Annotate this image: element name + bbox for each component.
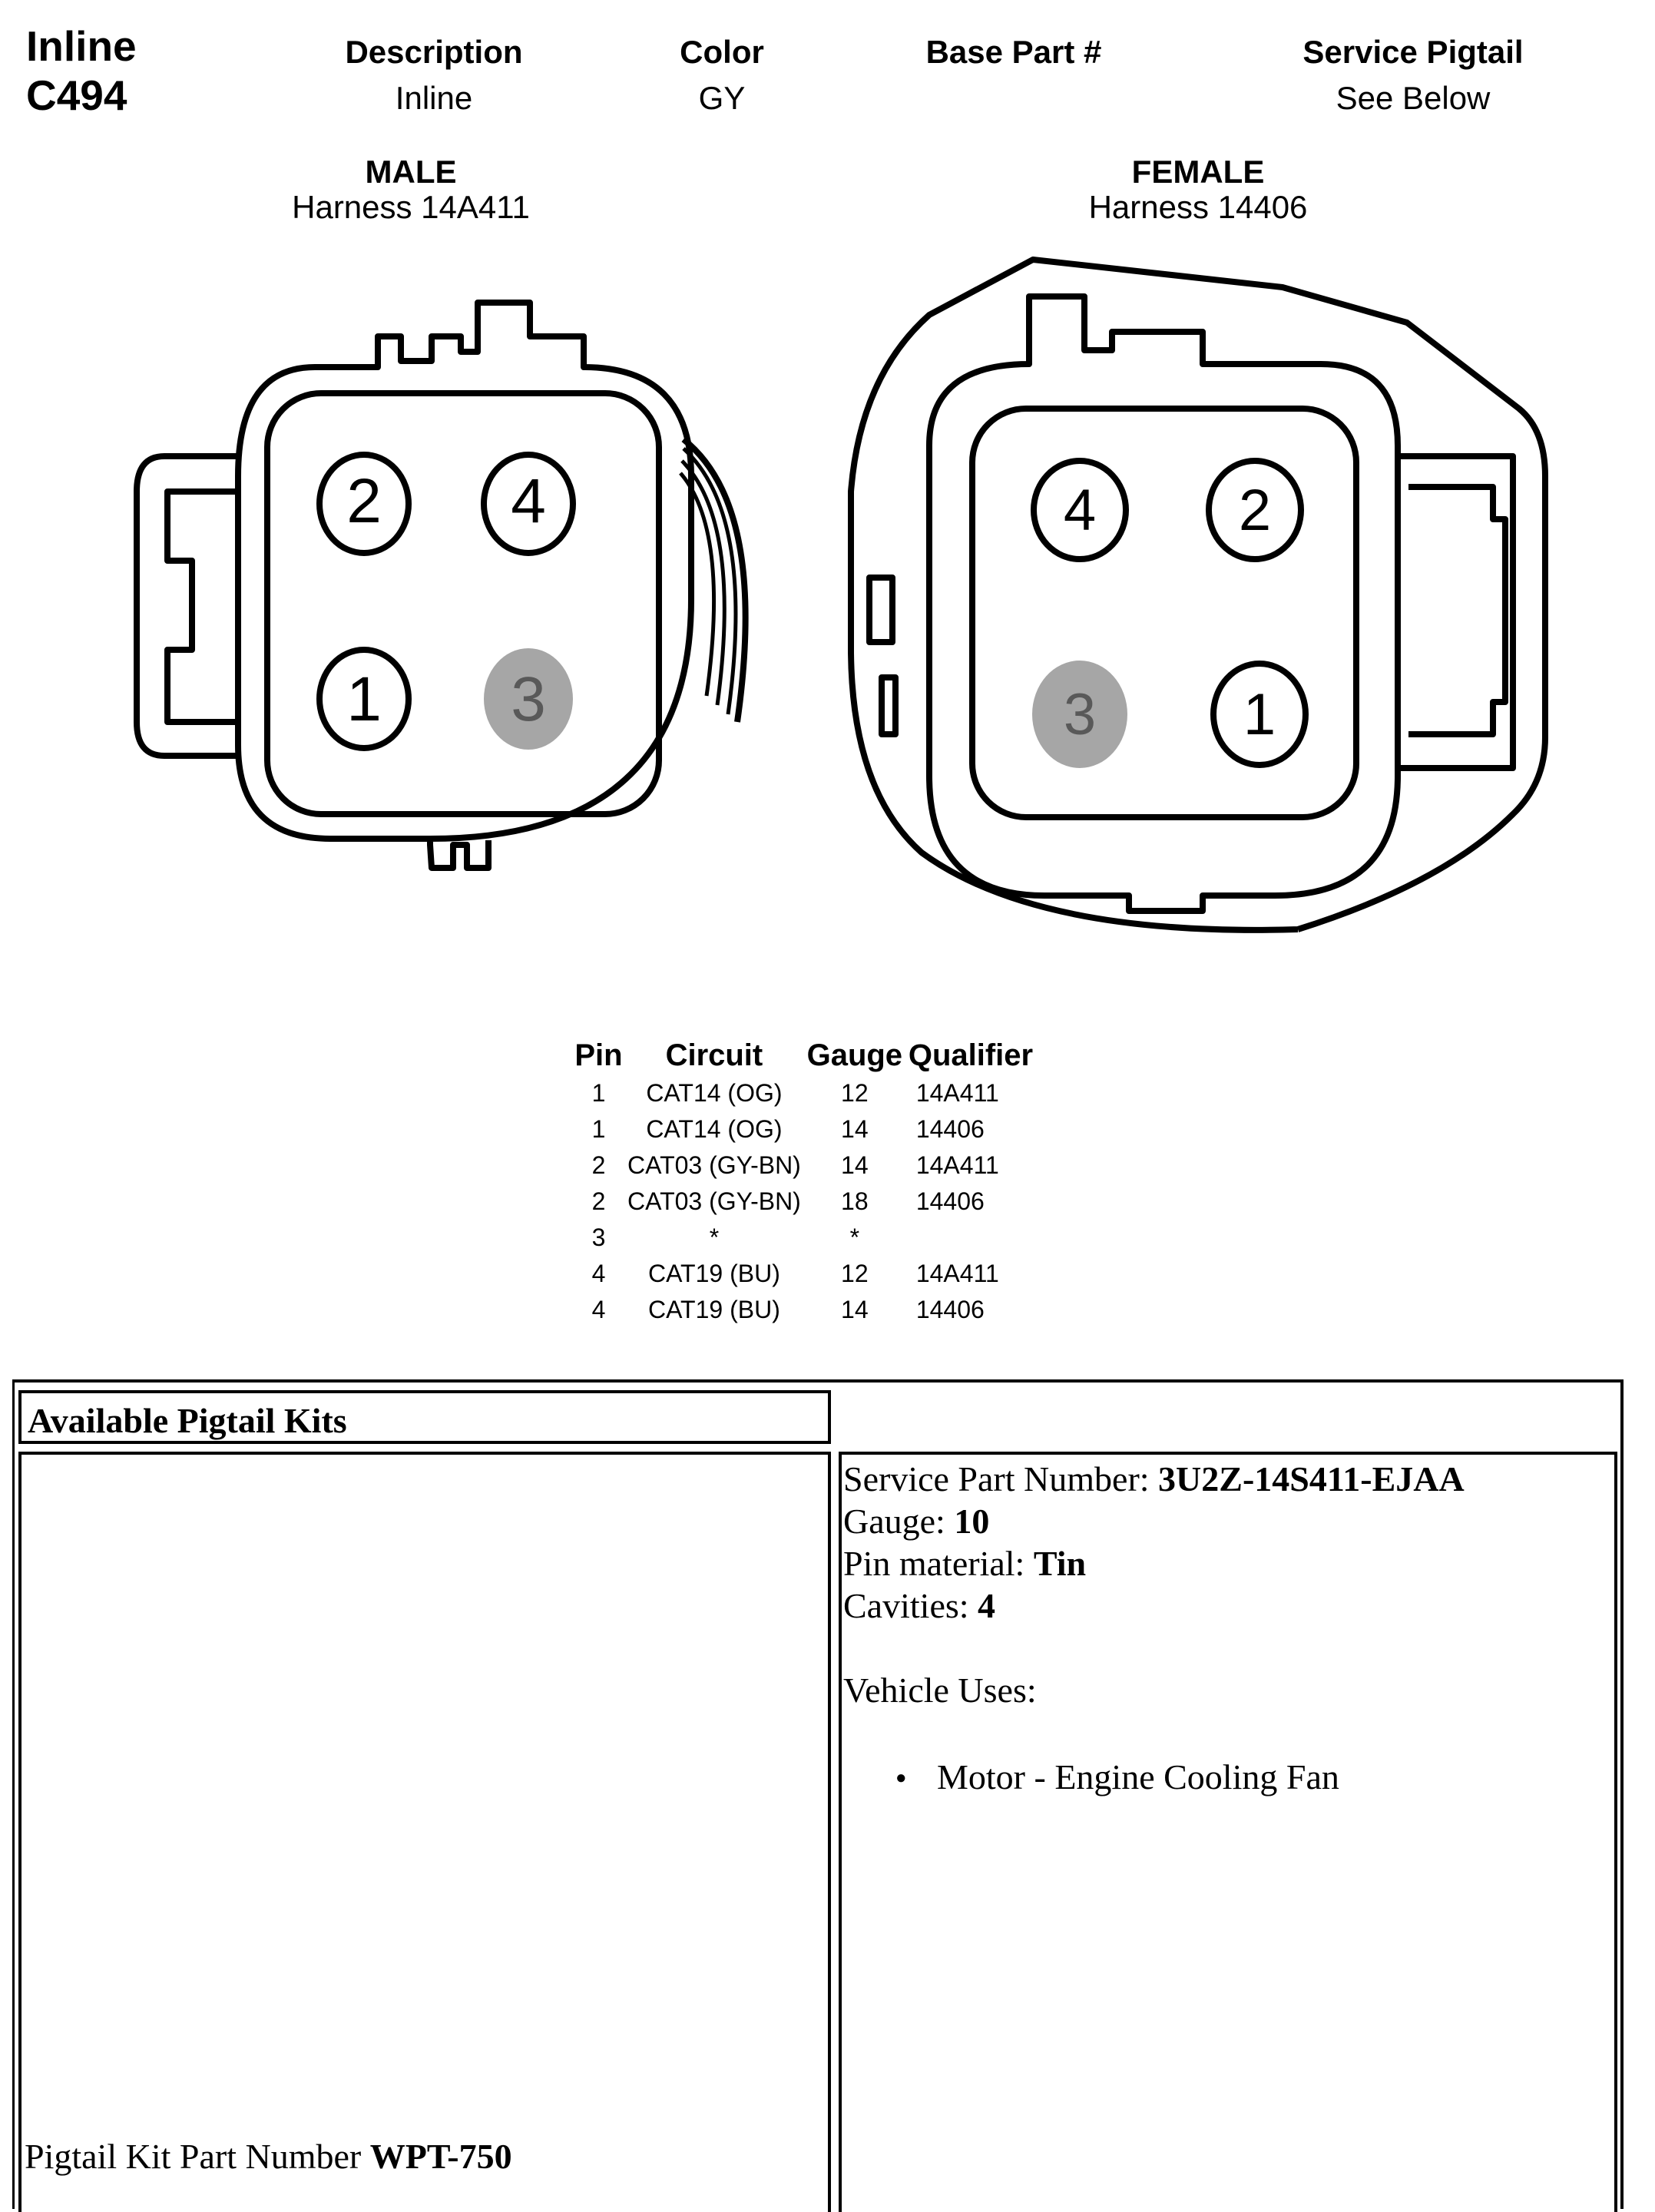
- title-line-1: Inline: [26, 22, 137, 70]
- male-label: MALE: [365, 154, 457, 190]
- table-row: [570, 1220, 1054, 1256]
- pin-table: [570, 1035, 1054, 1328]
- qualifier-cell: 14406: [915, 1187, 985, 1215]
- female-pin-3-label: 3: [1063, 682, 1097, 747]
- gauge-cell: 14: [841, 1151, 869, 1179]
- female-slot-2: [882, 677, 895, 734]
- pin-cell: 4: [591, 1296, 606, 1323]
- kit-part-value: WPT-750: [369, 2137, 512, 2176]
- pin-cell: 4: [591, 1260, 606, 1287]
- female-pin-1-label: 1: [1243, 682, 1276, 747]
- gauge-cell: 14: [841, 1115, 869, 1143]
- table-row: [570, 1075, 1054, 1111]
- gauge-cell: 12: [841, 1079, 869, 1107]
- female-pin-2-label: 2: [1238, 478, 1272, 543]
- gauge-cell: 18: [841, 1187, 869, 1215]
- kit-details: [843, 1458, 1611, 1798]
- base-part-header: Base Part #: [925, 34, 1102, 70]
- description-header: Description: [345, 34, 523, 70]
- table-row: [570, 1256, 1054, 1292]
- pin-material-line: [843, 1542, 1611, 1584]
- color-header: Color: [680, 34, 764, 70]
- circuit-cell: CAT03 (GY-BN): [627, 1187, 801, 1215]
- qualifier-cell: 14406: [915, 1115, 985, 1143]
- gauge-line: [843, 1500, 1611, 1542]
- circuit-header: Circuit: [665, 1038, 763, 1072]
- male-pins: [319, 455, 573, 750]
- pigtail-kits-heading: Available Pigtail Kits: [18, 1390, 831, 1444]
- gauge-cell: 12: [841, 1260, 869, 1287]
- male-harness: Harness 14A411: [292, 189, 530, 225]
- cavities-line: [843, 1584, 1611, 1627]
- kit-part-number: [25, 2135, 512, 2177]
- description-value: Inline: [395, 80, 473, 116]
- service-pigtail-header: Service Pigtail: [1302, 34, 1524, 70]
- vehicle-uses-list: [843, 1756, 1611, 1798]
- title-line-2: C494: [26, 71, 127, 119]
- female-pin-4-label: 4: [1063, 478, 1097, 543]
- female-right-latch-inner: [1408, 487, 1505, 734]
- male-pin-2-label: 2: [346, 466, 382, 536]
- service-part-label: Service Part Number:: [843, 1459, 1159, 1498]
- qualifier-cell: 14A411: [915, 1079, 999, 1107]
- kit-part-label: Pigtail Kit Part Number: [25, 2137, 370, 2176]
- circuit-cell: CAT19 (BU): [647, 1260, 780, 1287]
- qualifier-cell: [909, 1220, 1054, 1256]
- pin-header: Pin: [574, 1038, 623, 1072]
- pin-cell: 1: [591, 1079, 606, 1107]
- table-row: [570, 1111, 1054, 1147]
- qualifier-cell: 14A411: [915, 1260, 999, 1287]
- pin-cell: 1: [591, 1115, 606, 1143]
- male-left-latch: [137, 456, 237, 756]
- table-row: [570, 1147, 1054, 1184]
- male-pin-3-label: 3: [511, 664, 546, 734]
- color-value: GY: [698, 80, 746, 116]
- pin-cell: 2: [591, 1151, 606, 1179]
- pin-cell: 3: [591, 1224, 606, 1251]
- pin-cell: 2: [591, 1187, 606, 1215]
- gauge-header: Gauge: [806, 1038, 903, 1072]
- pin-material-value: Tin: [1033, 1544, 1087, 1583]
- service-pigtail-value: See Below: [1336, 80, 1491, 116]
- table-row: [570, 1292, 1054, 1328]
- female-inner-face: [972, 409, 1356, 817]
- circuit-cell: CAT03 (GY-BN): [627, 1151, 801, 1179]
- gauge-cell: *: [849, 1224, 860, 1251]
- service-part-line: [843, 1458, 1611, 1500]
- gauge-value: 10: [954, 1502, 990, 1541]
- male-pin-4-label: 4: [511, 466, 546, 536]
- circuit-cell: *: [709, 1224, 720, 1251]
- qualifier-cell: 14A411: [915, 1151, 999, 1179]
- qualifier-cell: 14406: [915, 1296, 985, 1323]
- pin-material-label: Pin material:: [843, 1544, 1034, 1583]
- female-slot-1: [869, 578, 892, 642]
- qualifier-header: Qualifier: [908, 1038, 1034, 1072]
- female-outer-shell: [851, 260, 1545, 930]
- circuit-cell: CAT14 (OG): [646, 1115, 783, 1143]
- gauge-label: Gauge:: [843, 1502, 955, 1541]
- pin-table-header-row: [570, 1035, 1054, 1075]
- cavities-label: Cavities:: [843, 1586, 978, 1625]
- service-part-value: 3U2Z-14S411-EJAA: [1158, 1459, 1465, 1498]
- kit-image-cell: [18, 1452, 831, 2212]
- male-inner-face: [267, 393, 659, 814]
- table-row: [570, 1184, 1054, 1220]
- male-pin-1-label: 1: [346, 664, 382, 734]
- vehicle-uses-label: Vehicle Uses:: [843, 1671, 1037, 1710]
- female-harness: Harness 14406: [1088, 189, 1308, 225]
- male-left-latch-inner: [167, 492, 237, 722]
- circuit-cell: CAT14 (OG): [646, 1079, 783, 1107]
- gauge-cell: 14: [841, 1296, 869, 1323]
- list-item: ● Motor - Engine Cooling Fan: [843, 1756, 1611, 1798]
- male-outer-shell: [238, 303, 691, 868]
- female-pins: [1032, 461, 1306, 768]
- female-label: FEMALE: [1131, 154, 1265, 190]
- male-connector-diagram: [0, 0, 1655, 968]
- cavities-value: 4: [978, 1586, 996, 1625]
- circuit-cell: CAT19 (BU): [647, 1296, 780, 1323]
